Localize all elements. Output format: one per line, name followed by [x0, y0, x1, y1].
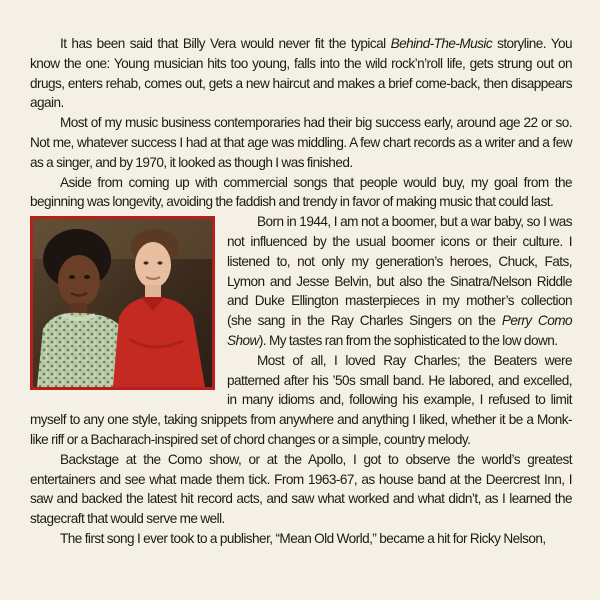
show-title-behind-the-music: Behind-The-Music [390, 36, 493, 51]
paragraph-5: Most of all, I loved Ray Charles; the Beaters were patterned after his ’50s small band. He labored, and excelled, in many idioms and, following his example, I refused to limit myself to any one style, taking snippets from anywhere and anything I liked, whether it be a Monk-like riff or a Bacharach-inspired set of chord changes or a simple, country melody. [30, 352, 572, 447]
paragraph-7: The first song I ever took to a publisher, “Mean Old World,” became a hit for Ricky Nelson, [60, 530, 546, 546]
paragraph-2: Most of my music business contemporaries had their big success early, around age 22 or so. Not me, whatever success I had at that age was middling. A few chart records as a writer and a few as a singer, and by 1970, it looked as though I was finished. [30, 115, 572, 170]
paragraph-4-text-a: Born in 1944, I am not a boomer, but a war baby, so I was not influenced by the usual boomer icons or their culture. I listened to, not only my generation’s heroes, Chuck, Fats, Lymon and Jesse Belvin, but also the Sinatra/Nelson Riddle and Duke Ellington masterpieces in my mother’s collection (she sang in the Ray Charles Singers on the [227, 214, 572, 329]
paragraph-1-text-a: It has been said that Billy Vera would never fit the typical [60, 36, 391, 51]
paragraph-1 [30, 34, 572, 113]
photo-illustration [33, 219, 212, 387]
paragraph-3: Aside from coming up with commercial songs that people would buy, my goal from the beginning was longevity, avoiding the faddish and trendy in favor of making music that could last. [30, 174, 572, 210]
show-title-perry-como-show: Perry Como Show [227, 313, 572, 348]
paragraph-1-text-b: storyline. You know the one: Young musician hits too young, falls into the wild rock’n’roll life, gets strung out on drugs, enters rehab, comes out, gets a new haircut and makes a brief come-back, then disappears again. [30, 36, 572, 111]
paragraph-6: Backstage at the Como show, or at the Apollo, I got to observe the world’s greatest entertainers and see what made them tick. From 1963-67, as house band at the Deercrest Inn, I saw and backed the latest hit record acts, and saw what worked and what didn’t, as I learned the stagecraft that would serve me well. [30, 451, 572, 527]
paragraph-4-text-b: ). My tastes ran from the sophisticated to the low down. [258, 332, 558, 348]
photo-billy-vera-and-barbara-lewis [30, 216, 215, 390]
